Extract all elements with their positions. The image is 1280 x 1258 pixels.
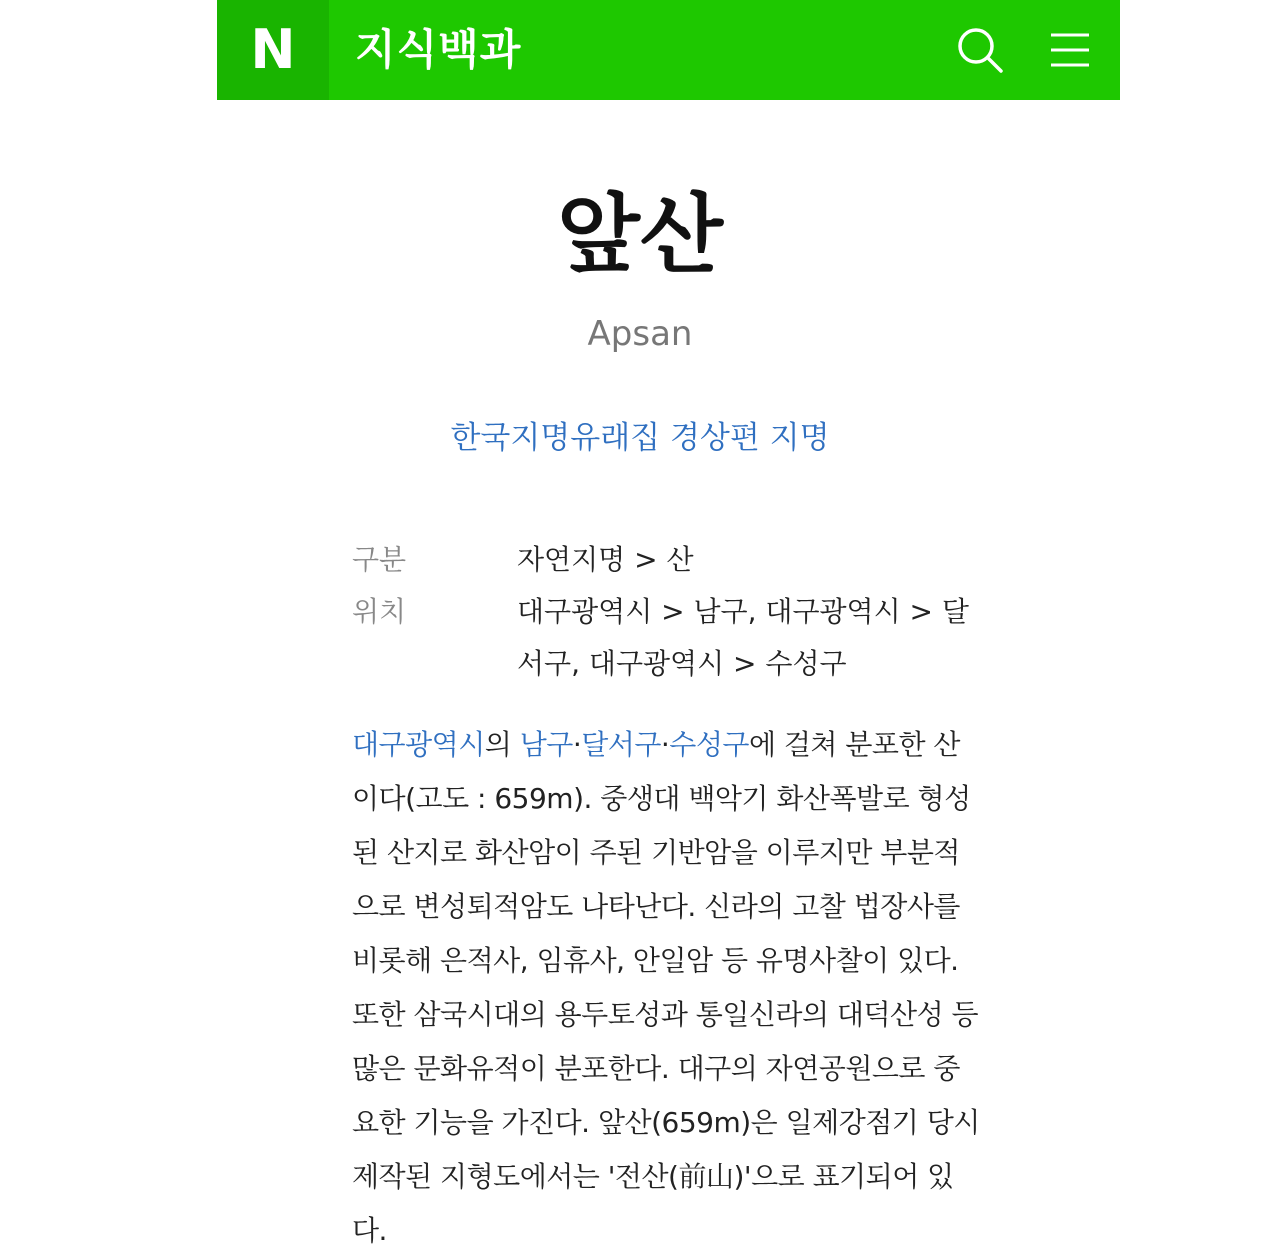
link-daegu[interactable]: 대구광역시 — [352, 728, 485, 761]
menu-icon — [1049, 30, 1091, 70]
separator: · — [572, 728, 582, 761]
category-link[interactable]: 한국지명유래집 경상편 지명 — [450, 420, 830, 456]
info-value: 자연지명 > 산 — [517, 543, 694, 576]
logo-letter: N — [250, 18, 296, 81]
info-label: 구분 — [352, 543, 407, 576]
body-text-fragment: 의 — [484, 728, 520, 761]
entry-romanized: Apsan — [587, 314, 693, 354]
menu-button[interactable] — [1042, 22, 1098, 78]
info-table — [352, 534, 992, 690]
separator: · — [660, 728, 670, 761]
info-label: 위치 — [352, 595, 407, 628]
info-row-location — [352, 586, 992, 690]
link-dalseogu[interactable]: 달서구 — [581, 728, 661, 761]
info-value: 대구광역시 > 남구, 대구광역시 > 달서구, 대구광역시 > 수성구 — [517, 595, 969, 680]
entry-body — [352, 718, 980, 1258]
header-actions — [952, 0, 1098, 100]
search-icon — [955, 25, 1005, 75]
search-button[interactable] — [952, 22, 1008, 78]
entry-title: 앞산 — [556, 185, 724, 285]
info-row-classification — [352, 534, 992, 586]
service-title[interactable]: 지식백과 — [355, 25, 522, 74]
link-namgu[interactable]: 남구 — [519, 728, 573, 761]
entry-category — [0, 412, 1280, 457]
top-header-bar — [217, 0, 1120, 100]
link-suseonggu[interactable]: 수성구 — [669, 728, 749, 761]
body-text-rest: 에 걸쳐 분포한 산이다(고도 : 659m). 중생대 백악기 화산폭발로 형성된 산지로 화산암이 주된 기반암을 이루지만 부분적으로 변성퇴적암도 나타난다. 신라의 고찰 법장사를 비롯해 은적사, 임휴사, 안일암 등 유명사찰이 있다. 또한 삼국시대의 용두토성과 통일신라의 대덕산성 등 많은 문화유적이 분포한다. 대구의 자연공원으로 중요한 기능을 가진다. 앞산(659m)은 일제강점기 당시 제작된 지형도에서는 '전산(前山)'으로 표기되어 있다. — [352, 728, 980, 1247]
naver-logo[interactable] — [217, 0, 329, 100]
